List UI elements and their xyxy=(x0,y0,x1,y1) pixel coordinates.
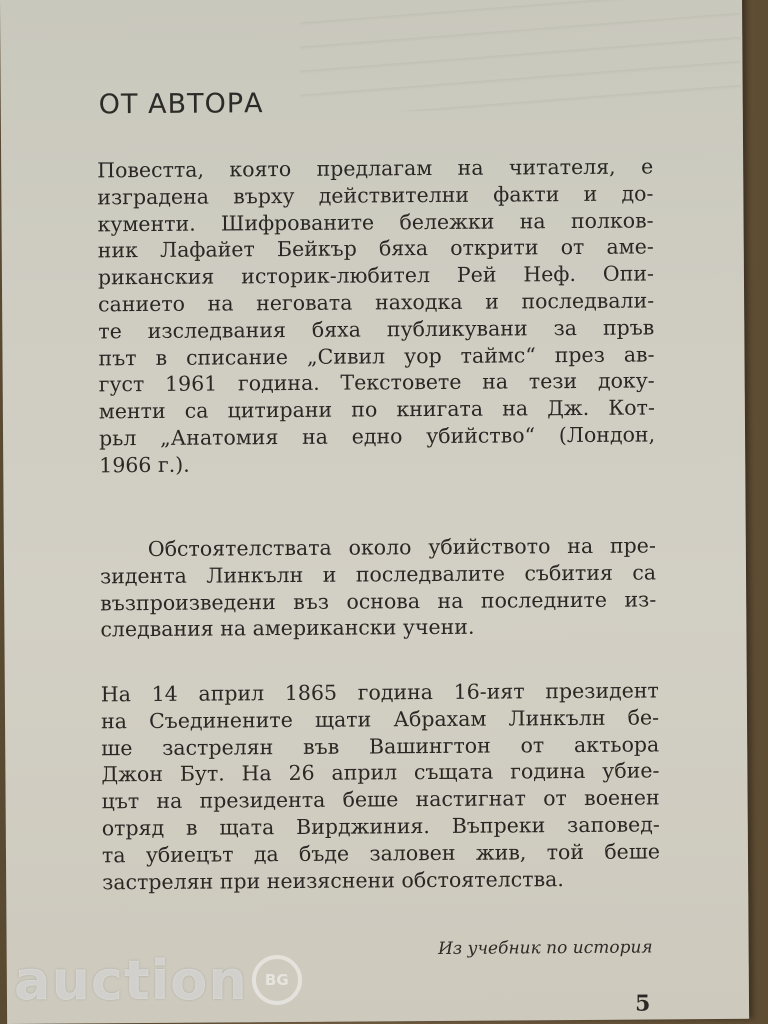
paragraph-line: На 14 април 1865 година 16-ият президент xyxy=(100,678,659,707)
paragraph-line: ше застрелян във Вашингтон от актьора xyxy=(101,732,660,760)
paragraph-line: изградена върху действителни факти и до- xyxy=(97,181,654,210)
page-number: 5 xyxy=(634,990,651,1017)
paragraph-line: рьл „Анатомия на едно убийство“ (Лондон, xyxy=(98,422,656,451)
paragraph-1 xyxy=(97,153,655,478)
paragraph-line: кументи. Шифрованите бележки на полков- xyxy=(97,208,654,236)
paragraph-line: на Съединените щати Абрахам Линкълн бе- xyxy=(100,705,660,734)
paragraph-line: та убиецът да бъде заловен жив, той беше xyxy=(101,839,661,868)
paragraph-line: менти са цитирани по книгата на Дж. Кот- xyxy=(98,395,655,424)
paragraph-line: път в списание „Сивил уор таймс“ през ав- xyxy=(98,342,655,370)
paragraph-line: ник Лафайет Бейкър бяха открити от аме- xyxy=(97,234,654,263)
paragraph-line: 1966 г.). xyxy=(99,452,190,478)
paragraph-line: те изследвания бяха публикувани за пръв xyxy=(98,315,655,344)
paragraph-3 xyxy=(101,677,660,895)
paragraph-line: възпроизведени въз основа на последните из- xyxy=(100,587,657,615)
paragraph-line: риканския историк-любител Рей Неф. Опи- xyxy=(97,261,655,290)
paragraph-line: Повестта, която предлагам на читателя, е xyxy=(97,154,654,183)
paragraph-line: отряд в щата Вирджиния. Въпреки заповед- xyxy=(101,812,660,841)
paragraph-line: Джон Бут. На 26 април същата година убие- xyxy=(101,758,660,787)
paragraph-line: Обстоятелствата около убийството на пре- xyxy=(147,533,656,561)
paragraph-line: зидента Линкълн и последвалите събития са xyxy=(99,560,657,589)
paragraph-line: следвания на американски учени. xyxy=(100,615,475,642)
paragraph-2 xyxy=(100,532,657,643)
paragraph-line: санието на неговата находка и последвали- xyxy=(98,288,655,317)
watermark-text: auction xyxy=(14,948,248,1012)
paragraph-line: цът на президента беше настигнат от военен xyxy=(101,785,660,814)
watermark-badge-icon: BG xyxy=(252,955,302,1005)
bleed-through-text xyxy=(300,0,741,112)
page-heading: ОТ АВТОРА xyxy=(98,88,264,121)
paragraph-line: густ 1961 година. Текстовете на тези доку- xyxy=(98,368,655,397)
paragraph-line: застрелян при неизяснени обстоятелства. xyxy=(102,866,564,894)
source-attribution: Из учебник по история xyxy=(437,937,653,959)
